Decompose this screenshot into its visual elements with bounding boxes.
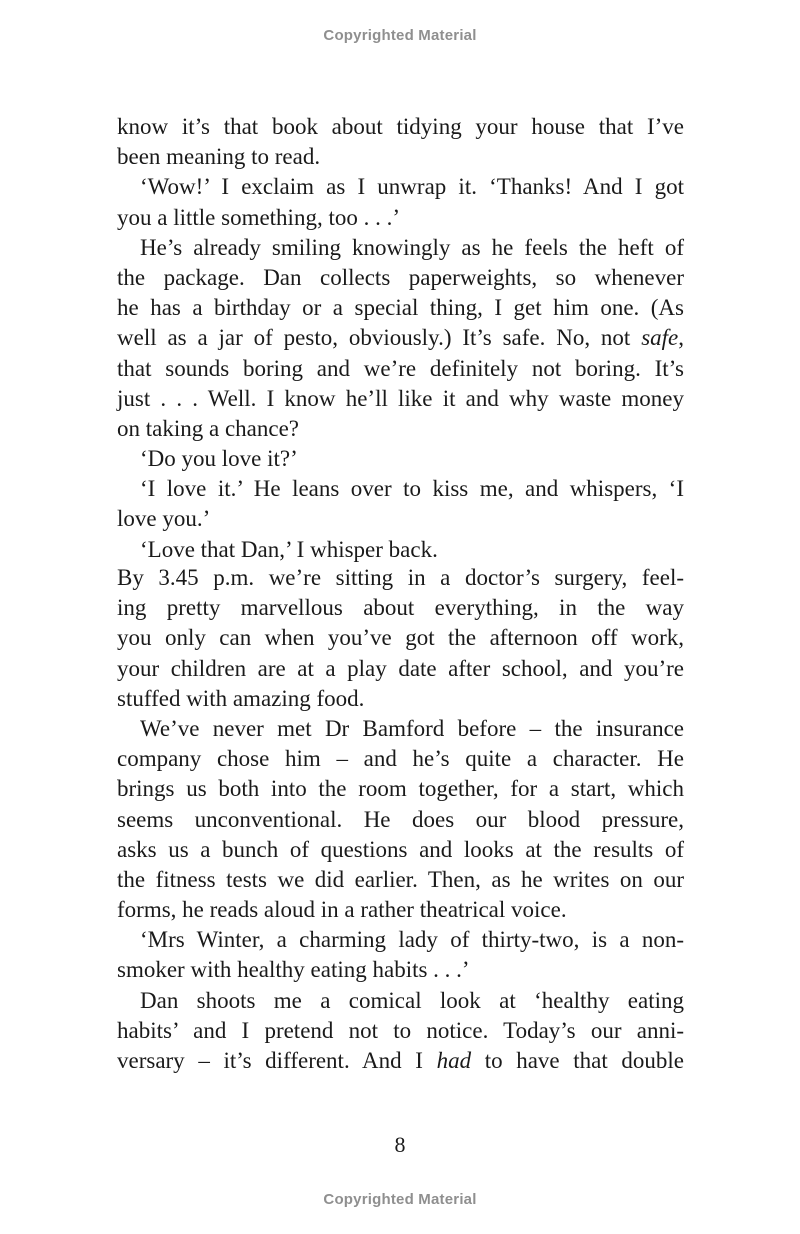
- text-section-1: [117, 112, 684, 565]
- text-line: ‘Love that Dan,’ I whisper back.: [140, 536, 438, 562]
- italic-text: had: [436, 1048, 472, 1073]
- text-line: stuffed with amazing food.: [117, 685, 365, 711]
- text-line: you only can when you’ve got the afternoon off work,: [117, 625, 684, 651]
- text-line: well as a jar of pesto, obviously.) It’s safe. No, not safe,: [117, 325, 684, 351]
- text-line: ‘I love it.’ He leans over to kiss me, and whispers, ‘I: [140, 476, 684, 502]
- italic-text: safe: [641, 325, 679, 351]
- text-line: ‘Mrs Winter, a charming lady of thirty-two, is a non-: [140, 927, 684, 953]
- text-line: on taking a chance?: [117, 415, 299, 441]
- text-line: the package. Dan collects paperweights, so whenever: [117, 264, 684, 290]
- text-line: that sounds boring and we’re definitely not boring. It’s: [117, 355, 684, 381]
- text-line: brings us both into the room together, for a start, which: [117, 776, 684, 802]
- text-line: We’ve never met Dr Bamford before – the insurance: [140, 715, 684, 741]
- copyright-banner-top: Copyrighted Material: [323, 27, 477, 44]
- text-line: been meaning to read.: [117, 144, 321, 170]
- text-line: love you.’: [117, 506, 211, 532]
- copyright-banner-bottom: Copyrighted Material: [323, 1191, 477, 1208]
- text-section-2: [117, 563, 684, 1076]
- text-line: He’s already smiling knowingly as he feels the heft of: [140, 234, 684, 260]
- text-line: company chose him – and he’s quite a character. He: [117, 746, 684, 772]
- text-line: habits’ and I pretend not to notice. Today’s our anni-: [117, 1017, 684, 1043]
- text-line: By 3.45 p.m. we’re sitting in a doctor’s surgery, feel-: [117, 565, 684, 590]
- text-line: ‘Do you love it?’: [140, 446, 298, 472]
- text-line: versary – it’s different. And I had to have that double: [117, 1048, 684, 1073]
- text-line: the fitness tests we did earlier. Then, as he writes on our: [117, 866, 684, 892]
- text-line: ing pretty marvellous about everything, in the way: [117, 595, 684, 621]
- text-line: just . . . Well. I know he’ll like it and why waste money: [117, 385, 684, 411]
- text-line: seems unconventional. He does our blood pressure,: [117, 806, 684, 832]
- text-line: Dan shoots me a comical look at ‘healthy eating: [140, 987, 684, 1013]
- text-line: he has a birthday or a special thing, I get him one. (As: [117, 295, 684, 321]
- text-line: know it’s that book about tidying your house that I’ve: [117, 114, 684, 139]
- text-line: forms, he reads aloud in a rather theatrical voice.: [117, 897, 567, 923]
- text-line: you a little something, too . . .’: [117, 204, 400, 230]
- page-number: 8: [394, 1132, 406, 1157]
- text-line: smoker with healthy eating habits . . .’: [117, 957, 470, 983]
- text-line: your children are at a play date after school, and you’re: [117, 655, 684, 681]
- text-line: ‘Wow!’ I exclaim as I unwrap it. ‘Thanks! And I got: [140, 174, 684, 200]
- text-line: asks us a bunch of questions and looks at the results of: [117, 836, 684, 862]
